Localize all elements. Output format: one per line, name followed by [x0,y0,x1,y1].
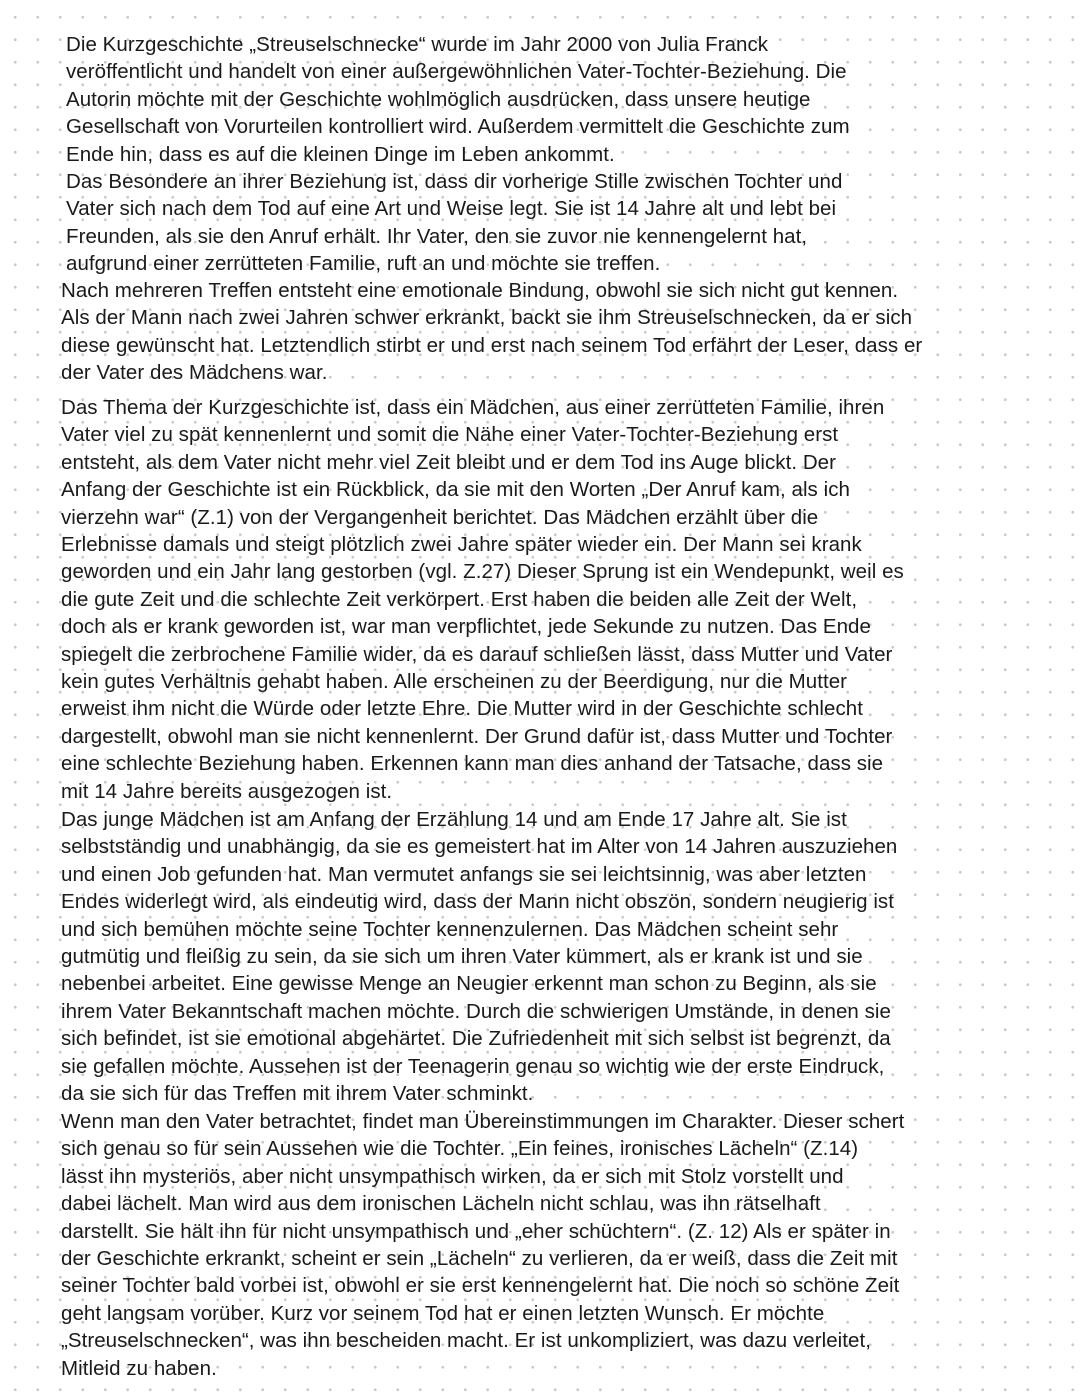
text-line: darstellt. Sie hält ihn für nicht unsympathisch und „eher schüchtern“. (Z. 12) Als er später in [61,1219,891,1243]
text-line: dargestellt, obwohl man sie nicht kennenlernt. Der Grund dafür ist, dass Mutter und Tochter [61,724,893,748]
text-line: Wenn man den Vater betrachtet, findet man Übereinstimmungen im Charakter. Dieser schert [61,1110,905,1133]
text-line: Anfang der Geschichte ist ein Rückblick, da sie mit den Worten „Der Anruf kam, als ich [61,478,850,502]
text-line: der Geschichte erkrankt, scheint er sein „Lächeln“ zu verlieren, da er weiß, dass die Zeit mit [61,1247,898,1271]
text-line: Die Kurzgeschichte „Streuselschnecke“ wurde im Jahr 2000 von Julia Franck [66,33,769,56]
text-line: lässt ihn mysteriös, aber nicht unsympathisch wirken, da er sich mit Stolz vorstellt und [61,1164,844,1188]
paragraph-daughter-character [61,806,897,1107]
text-line: dabei lächelt. Man wird aus dem ironischen Lächeln nicht schlau, was ihn rätselhaft [61,1192,821,1216]
text-line: Nach mehreren Treffen entsteht eine emotionale Bindung, obwohl sie sich nicht gut kennen. [61,279,899,302]
text-line: Erlebnisse damals und steigt plötzlich zwei Jahre später wieder ein. Der Mann sei krank [61,533,862,557]
text-line: eine schlechte Beziehung haben. Erkennen kann man dies anhand der Tatsache, dass sie [61,752,884,776]
text-line: geworden und ein Jahr lang gestorben (vgl. Z.27) Dieser Sprung ist ein Wendepunkt, weil es [61,560,904,584]
text-line: und sich bemühen möchte seine Tochter kennenzulernen. Das Mädchen scheint sehr [61,917,839,941]
text-line: Das Besondere an ihrer Beziehung ist, dass dir vorherige Stille zwischen Tochter und [66,170,843,193]
text-line: Als der Mann nach zwei Jahren schwer erkrankt, backt sie ihm Streuselschnecken, da er sich [61,306,913,330]
text-line: vierzehn war“ (Z.1) von der Vergangenheit berichtet. Das Mädchen erzählt über die [61,505,819,529]
paragraph-relationship [66,168,842,278]
text-line: Gesellschaft von Vorurteilen kontrolliert wird. Außerdem vermittelt die Geschichte zum [66,115,850,139]
paragraph-plot-summary [61,277,922,387]
text-line: nebenbei arbeitet. Eine gewisse Menge an Neugier erkennt man schon zu Beginn, als sie [61,972,877,996]
text-line: aufgrund einer zerrütteten Familie, ruft an und möchte sie treffen. [66,252,661,276]
paragraph-introduction [66,31,850,168]
text-line: doch als er krank geworden ist, war man verpflichtet, jede Sekunde zu nutzen. Das Ende [61,615,871,639]
text-line: Ende hin, dass es auf die kleinen Dinge im Leben ankommt. [66,142,615,166]
paragraph-father-character [61,1108,904,1382]
text-line: der Vater des Mädchens war. [61,361,328,385]
text-line: seiner Tochter bald vorbei ist, obwohl er sie erst kennengelernt hat. Die noch so schöne Zeit [61,1274,900,1298]
text-line: mit 14 Jahre bereits ausgezogen ist. [61,779,393,803]
text-line: kein gutes Verhältnis gehabt haben. Alle erscheinen zu der Beerdigung, nur die Mutter [61,670,848,694]
text-line: Freunden, als sie den Anruf erhält. Ihr Vater, den sie zuvor nie kennengelernt hat, [66,224,808,248]
text-line: „Streuselschnecken“, was ihn bescheiden macht. Er ist unkompliziert, was dazu verleitet, [61,1329,871,1353]
text-line: veröffentlicht und handelt von einer außergewöhnlichen Vater-Tochter-Beziehung. Die [66,60,847,84]
text-line: Das Thema der Kurzgeschichte ist, dass ein Mädchen, aus einer zerrütteten Familie, ihren [61,396,885,419]
text-line: Endes widerlegt wird, als eindeutig wird, dass der Mann nicht obszön, sondern neugierig ist [61,890,894,914]
text-line: ihrem Vater Bekanntschaft machen möchte. Durch die schwierigen Umstände, in denen sie [61,999,891,1023]
text-line: Das junge Mädchen ist am Anfang der Erzählung 14 und am Ende 17 Jahre alt. Sie ist [61,808,847,831]
text-line: diese gewünscht hat. Letztendlich stirbt er und erst nach seinem Tod erfährt der Leser, dass er [61,333,923,357]
text-line: sich genau so für sein Aussehen wie die Tochter. „Ein feines, ironisches Lächeln“ (Z.14) [61,1137,859,1161]
text-line: geht langsam vorüber. Kurz vor seinem Tod hat er einen letzten Wunsch. Er möchte [61,1301,825,1325]
text-line: sie gefallen möchte. Aussehen ist der Teenagerin genau so wichtig wie der erste Eindruck, [61,1054,885,1078]
text-line: die gute Zeit und die schlechte Zeit verkörpert. Erst haben die beiden alle Zeit der Welt, [61,587,858,611]
text-line: Mitleid zu haben. [61,1356,217,1380]
text-line: selbstständig und unabhängig, da sie es gemeistert hat im Alter von 14 Jahren auszuziehen [61,835,898,859]
text-line: gutmütig und fleißig zu sein, da sie sich um ihren Vater kümmert, als er krank ist und sie [61,945,863,969]
text-line: und einen Job gefunden hat. Man vermutet anfangs sie sei leichtsinnig, was aber letzten [61,862,867,886]
paragraph-theme [61,394,904,805]
text-line: sich befindet, ist sie emotional abgehärtet. Die Zufriedenheit mit sich selbst ist begrenzt, da [61,1027,891,1051]
text-line: spiegelt die zerbrochene Familie wider, da es darauf schließen lässt, dass Mutter und Vater [61,642,893,666]
text-line: Vater viel zu spät kennenlernt und somit die Nähe einer Vater-Tochter-Beziehung erst [61,423,839,447]
text-line: entsteht, als dem Vater nicht mehr viel Zeit bleibt und er dem Tod ins Auge blickt. Der [61,450,837,474]
text-line: erweist ihm nicht die Würde oder letzte Ehre. Die Mutter wird in der Geschichte schlecht [61,697,863,721]
text-line: Autorin möchte mit der Geschichte wohlmöglich ausdrücken, dass unsere heutige [66,87,811,111]
text-line: Vater sich nach dem Tod auf eine Art und Weise legt. Sie ist 14 Jahre alt und lebt bei [66,197,837,221]
text-line: da sie sich für das Treffen mit ihrem Vater schminkt. [61,1082,534,1106]
